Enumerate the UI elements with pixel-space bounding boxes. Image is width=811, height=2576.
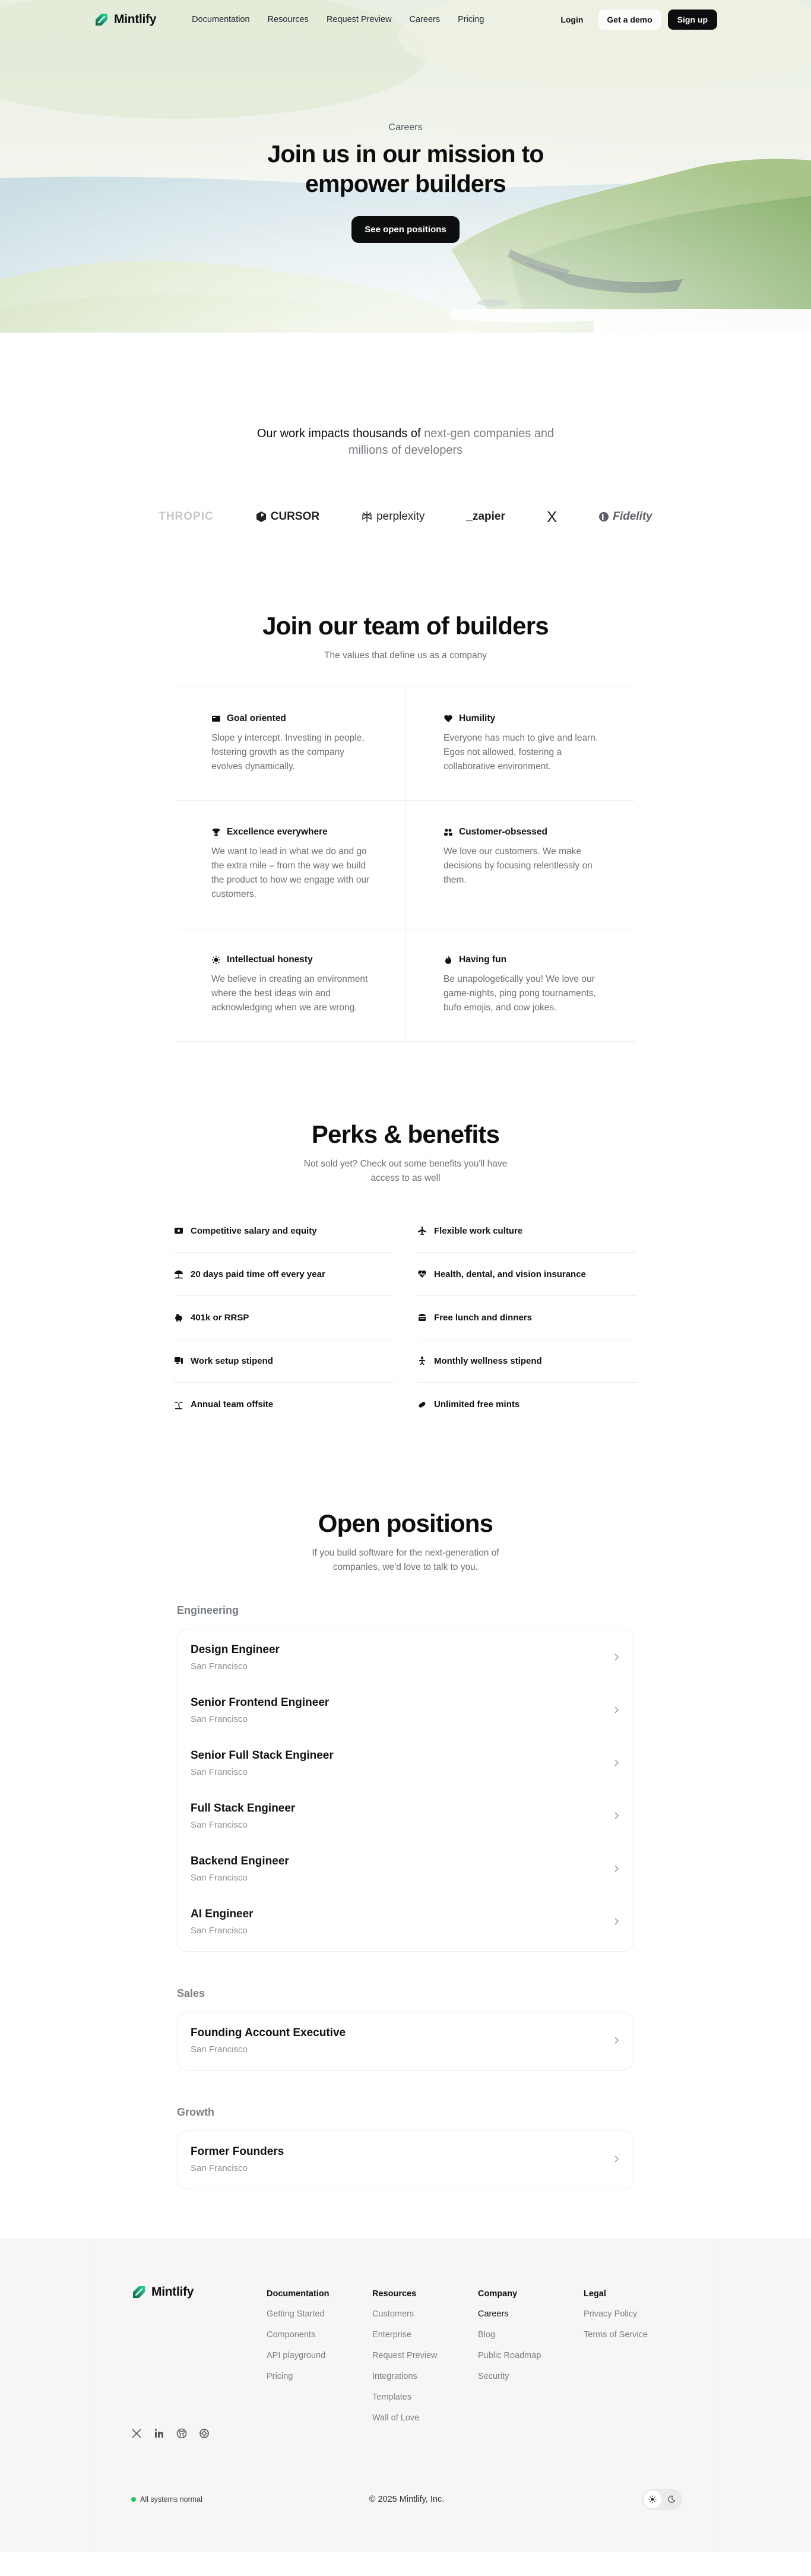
cursor-logo-text: CURSOR — [270, 510, 320, 523]
footer-link[interactable]: Wall of Love — [372, 2413, 420, 2423]
x-twitter-icon[interactable] — [131, 2428, 142, 2439]
customer-logos — [0, 505, 811, 529]
values-title: Join our team of builders — [262, 612, 549, 640]
footer-columns — [267, 2289, 689, 2434]
growth-jobs — [177, 2131, 634, 2189]
get-demo-button[interactable]: Get a demo — [598, 10, 660, 30]
piggy-bank-icon — [174, 1313, 183, 1322]
footer-col-resources — [372, 2289, 478, 2434]
value-title: Customer-obsessed — [459, 827, 548, 837]
perk-label: Work setup stipend — [191, 1355, 273, 1366]
value-card-humility — [406, 687, 634, 801]
perk-item — [174, 1209, 394, 1253]
footer-link[interactable]: Integrations — [372, 2372, 417, 2381]
job-title: Full Stack Engineer — [191, 1802, 296, 1815]
perk-item — [174, 1339, 394, 1383]
nav-link-request-preview[interactable]: Request Preview — [326, 15, 392, 24]
value-body: We want to lead in what we do and go the extra mile – from the way we build the product to how we engage with our customers. — [211, 846, 370, 899]
sales-jobs — [177, 2012, 634, 2071]
food-icon — [417, 1313, 427, 1322]
value-body: Slope y intercept. Investing in people, fostering growth as the company evolves dynamically. — [211, 733, 365, 772]
heart-hand-icon — [443, 714, 453, 723]
perk-item — [417, 1339, 637, 1383]
perk-item — [174, 1296, 394, 1339]
nav-link-pricing[interactable]: Pricing — [458, 15, 484, 24]
chevron-right-icon — [612, 1759, 620, 1767]
nav-bar — [94, 6, 717, 33]
job-location: San Francisco — [191, 1926, 248, 1936]
mint-icon — [417, 1400, 427, 1409]
footer-col-documentation — [267, 2289, 372, 2434]
footer-link[interactable]: Blog — [478, 2330, 496, 2340]
job-location: San Francisco — [191, 1873, 248, 1883]
x-logo: X — [546, 507, 557, 526]
value-heading — [211, 713, 374, 724]
sign-up-button[interactable]: Sign up — [668, 10, 717, 30]
zapier-logo: _zapier — [466, 510, 505, 523]
job-title: AI Engineer — [191, 1908, 254, 1920]
perk-label: Monthly wellness stipend — [434, 1355, 542, 1366]
palm-tree-icon — [174, 1400, 183, 1409]
value-heading — [443, 954, 603, 965]
footer-link[interactable]: Enterprise — [372, 2330, 412, 2340]
perk-item — [417, 1383, 637, 1426]
value-card-goal-oriented — [177, 687, 406, 801]
job-title: Former Founders — [191, 2145, 284, 2158]
see-open-positions-button[interactable]: See open positions — [351, 216, 460, 243]
nav-link-documentation[interactable]: Documentation — [192, 15, 250, 24]
perk-label: Annual team offsite — [191, 1399, 274, 1409]
perplexity-mark-icon — [361, 511, 373, 523]
job-location: San Francisco — [191, 1820, 248, 1830]
nav-link-resources[interactable]: Resources — [267, 15, 309, 24]
perks-subtitle — [0, 1157, 811, 1186]
chevron-right-icon — [612, 1653, 620, 1661]
brand-name: Mintlify — [114, 12, 157, 26]
job-location: San Francisco — [191, 1714, 248, 1724]
value-heading — [211, 954, 374, 965]
footer-link[interactable]: Careers — [478, 2309, 509, 2319]
footer-link[interactable]: Security — [478, 2372, 509, 2381]
job-location: San Francisco — [191, 1661, 248, 1671]
social-links — [131, 2428, 210, 2439]
job-row[interactable] — [178, 1896, 633, 1949]
values-subtitle: The values that define us as a company — [324, 650, 487, 660]
plane-icon — [417, 1226, 427, 1235]
positions-subtitle — [0, 1546, 811, 1575]
job-row[interactable] — [178, 2015, 633, 2068]
perks-subtitle-line1: Not sold yet? Check out some benefits you'll have — [303, 1159, 508, 1169]
value-heading — [211, 827, 374, 837]
fidelity-logo-text: Fidelity — [613, 510, 652, 523]
value-card-excellence — [177, 801, 406, 928]
status-text: All systems normal — [140, 2495, 202, 2504]
job-title: Backend Engineer — [191, 1855, 289, 1867]
positions-subtitle-line2: companies, we'd love to talk to you. — [332, 1562, 479, 1572]
footer-bottom-bar — [131, 2488, 682, 2511]
perk-item — [417, 1253, 637, 1296]
value-title: Having fun — [459, 954, 507, 965]
perk-label: Competitive salary and equity — [191, 1225, 317, 1236]
target-icon — [211, 714, 221, 723]
engineering-jobs — [177, 1629, 634, 1952]
job-row[interactable] — [178, 1632, 633, 1684]
value-title: Excellence everywhere — [227, 827, 328, 837]
nav-actions — [552, 10, 717, 30]
mintlify-logo-icon — [94, 12, 109, 27]
job-location: San Francisco — [191, 1767, 248, 1777]
footer-link[interactable]: Templates — [372, 2392, 412, 2402]
brand-logo[interactable] — [94, 12, 156, 27]
perks-grid — [174, 1209, 637, 1426]
job-row[interactable] — [178, 2134, 633, 2186]
cursor-logo — [255, 510, 319, 523]
positions-section — [0, 1509, 811, 2189]
perk-label: Flexible work culture — [434, 1225, 523, 1236]
positions-list — [177, 1604, 634, 2189]
job-title: Senior Full Stack Engineer — [191, 1749, 334, 1762]
perk-label: 20 days paid time off every year — [191, 1269, 325, 1279]
footer-col-title: Legal — [584, 2289, 606, 2299]
trophy-icon — [211, 827, 221, 837]
values-section — [0, 612, 811, 1042]
perk-label: Free lunch and dinners — [434, 1312, 533, 1323]
value-body: Be unapologetically you! We love our game-nights, ping pong tournaments, bufo emojis, and cow jokes. — [443, 974, 596, 1013]
chevron-right-icon — [612, 1864, 620, 1873]
footer-col-title: Company — [478, 2289, 518, 2299]
fidelity-mark-icon — [598, 511, 609, 522]
footer — [0, 2239, 811, 2552]
top-nav — [0, 0, 811, 39]
value-title: Humility — [459, 713, 496, 723]
footer-col-title: Resources — [372, 2289, 417, 2299]
money-icon — [174, 1226, 183, 1235]
job-title: Founding Account Executive — [191, 2027, 346, 2039]
footer-brand-logo[interactable] — [131, 2284, 194, 2300]
cursor-mark-icon — [255, 511, 267, 523]
value-title: Goal oriented — [227, 713, 286, 723]
perk-label: 401k or RRSP — [191, 1312, 249, 1323]
job-row[interactable] — [178, 1843, 633, 1896]
perplexity-logo — [361, 510, 424, 523]
discord-icon[interactable] — [199, 2428, 210, 2439]
impact-statement — [0, 425, 811, 459]
job-location: San Francisco — [191, 2163, 248, 2173]
chevron-right-icon — [612, 1706, 620, 1714]
job-title: Design Engineer — [191, 1643, 280, 1656]
value-body: We love our customers. We make decisions by focusing relentlessly on them. — [443, 846, 593, 885]
flame-icon — [443, 955, 453, 965]
value-card-customer-obsessed — [406, 801, 634, 928]
chevron-right-icon — [612, 1917, 620, 1926]
hero-title-line1: Join us in our mission to — [267, 140, 544, 167]
job-row[interactable] — [178, 1684, 633, 1737]
perk-item — [174, 1253, 394, 1296]
nav-links — [192, 15, 484, 24]
job-row[interactable] — [178, 1790, 633, 1843]
footer-col-company — [478, 2289, 584, 2434]
impact-section — [0, 425, 811, 529]
nav-link-careers[interactable]: Careers — [409, 15, 441, 24]
wellness-icon — [417, 1356, 427, 1366]
positions-subtitle-line1: If you build software for the next-generation of — [312, 1548, 499, 1558]
anthropic-logo: THROPIC — [159, 510, 214, 523]
monitor-icon — [174, 1356, 183, 1366]
users-icon — [443, 827, 453, 837]
lightbulb-icon — [211, 955, 221, 965]
hero-title — [0, 139, 811, 198]
department-growth: Growth — [177, 2106, 214, 2118]
perks-title: Perks & benefits — [311, 1120, 500, 1148]
value-heading — [443, 713, 603, 724]
perk-label: Unlimited free mints — [434, 1399, 520, 1409]
impact-muted-1: next-gen companies and — [424, 427, 555, 440]
footer-link[interactable]: Request Preview — [372, 2351, 438, 2360]
footer-col-title: Documentation — [267, 2289, 330, 2299]
hero-eyebrow: Careers — [388, 122, 423, 132]
job-title: Senior Frontend Engineer — [191, 1696, 330, 1709]
chevron-right-icon — [612, 1812, 620, 1820]
hero-content — [0, 122, 811, 243]
github-icon[interactable] — [176, 2428, 187, 2439]
perk-item — [417, 1296, 637, 1339]
footer-link[interactable]: Components — [267, 2330, 316, 2340]
footer-brand-name: Mintlify — [151, 2285, 194, 2299]
login-button[interactable]: Login — [560, 15, 584, 24]
hero-section — [0, 0, 811, 392]
footer-link[interactable]: Terms of Service — [584, 2330, 648, 2340]
footer-link[interactable]: Getting Started — [267, 2309, 325, 2319]
value-heading — [443, 827, 603, 837]
value-body: We believe in creating an environment where the best ideas win and acknowledging when we are wrong. — [211, 974, 368, 1013]
perks-subtitle-line2: access to as well — [370, 1173, 441, 1183]
footer-link[interactable]: Pricing — [267, 2372, 293, 2381]
perk-item — [417, 1209, 637, 1253]
linkedin-icon[interactable] — [154, 2428, 164, 2439]
footer-link[interactable]: Privacy Policy — [584, 2309, 638, 2319]
positions-title: Open positions — [318, 1509, 493, 1537]
perplexity-logo-text: perplexity — [376, 510, 425, 523]
value-card-having-fun — [406, 928, 634, 1041]
copyright: © 2025 Mintlify, Inc. — [369, 2495, 445, 2504]
mintlify-logo-icon — [131, 2284, 147, 2300]
perk-label: Health, dental, and vision insurance — [434, 1269, 586, 1279]
department-sales: Sales — [177, 1987, 205, 1999]
footer-col-legal — [584, 2289, 689, 2434]
heart-pulse-icon — [417, 1269, 427, 1279]
umbrella-icon — [174, 1269, 183, 1279]
chevron-right-icon — [612, 2036, 620, 2044]
value-card-intellectual-honesty — [177, 928, 406, 1041]
value-body: Everyone has much to give and learn. Egos not allowed, fostering a collaborative environment. — [443, 733, 598, 772]
footer-frame — [94, 2239, 718, 2553]
perks-section — [0, 1120, 811, 1426]
department-engineering: Engineering — [177, 1604, 239, 1616]
hero-title-line2: empower builders — [305, 170, 506, 197]
impact-muted-2: millions of developers — [348, 444, 463, 457]
perk-item — [174, 1383, 394, 1426]
job-row[interactable] — [178, 1737, 633, 1790]
values-grid — [177, 687, 634, 1042]
job-location: San Francisco — [191, 2044, 248, 2055]
chevron-right-icon — [612, 2155, 620, 2163]
impact-strong: Our work impacts thousands of — [256, 427, 421, 440]
footer-link[interactable]: Public Roadmap — [478, 2351, 541, 2360]
value-title: Intellectual honesty — [227, 954, 313, 965]
fidelity-logo — [598, 510, 652, 523]
footer-link[interactable]: Customers — [372, 2309, 414, 2319]
footer-link[interactable]: API playground — [267, 2351, 326, 2360]
